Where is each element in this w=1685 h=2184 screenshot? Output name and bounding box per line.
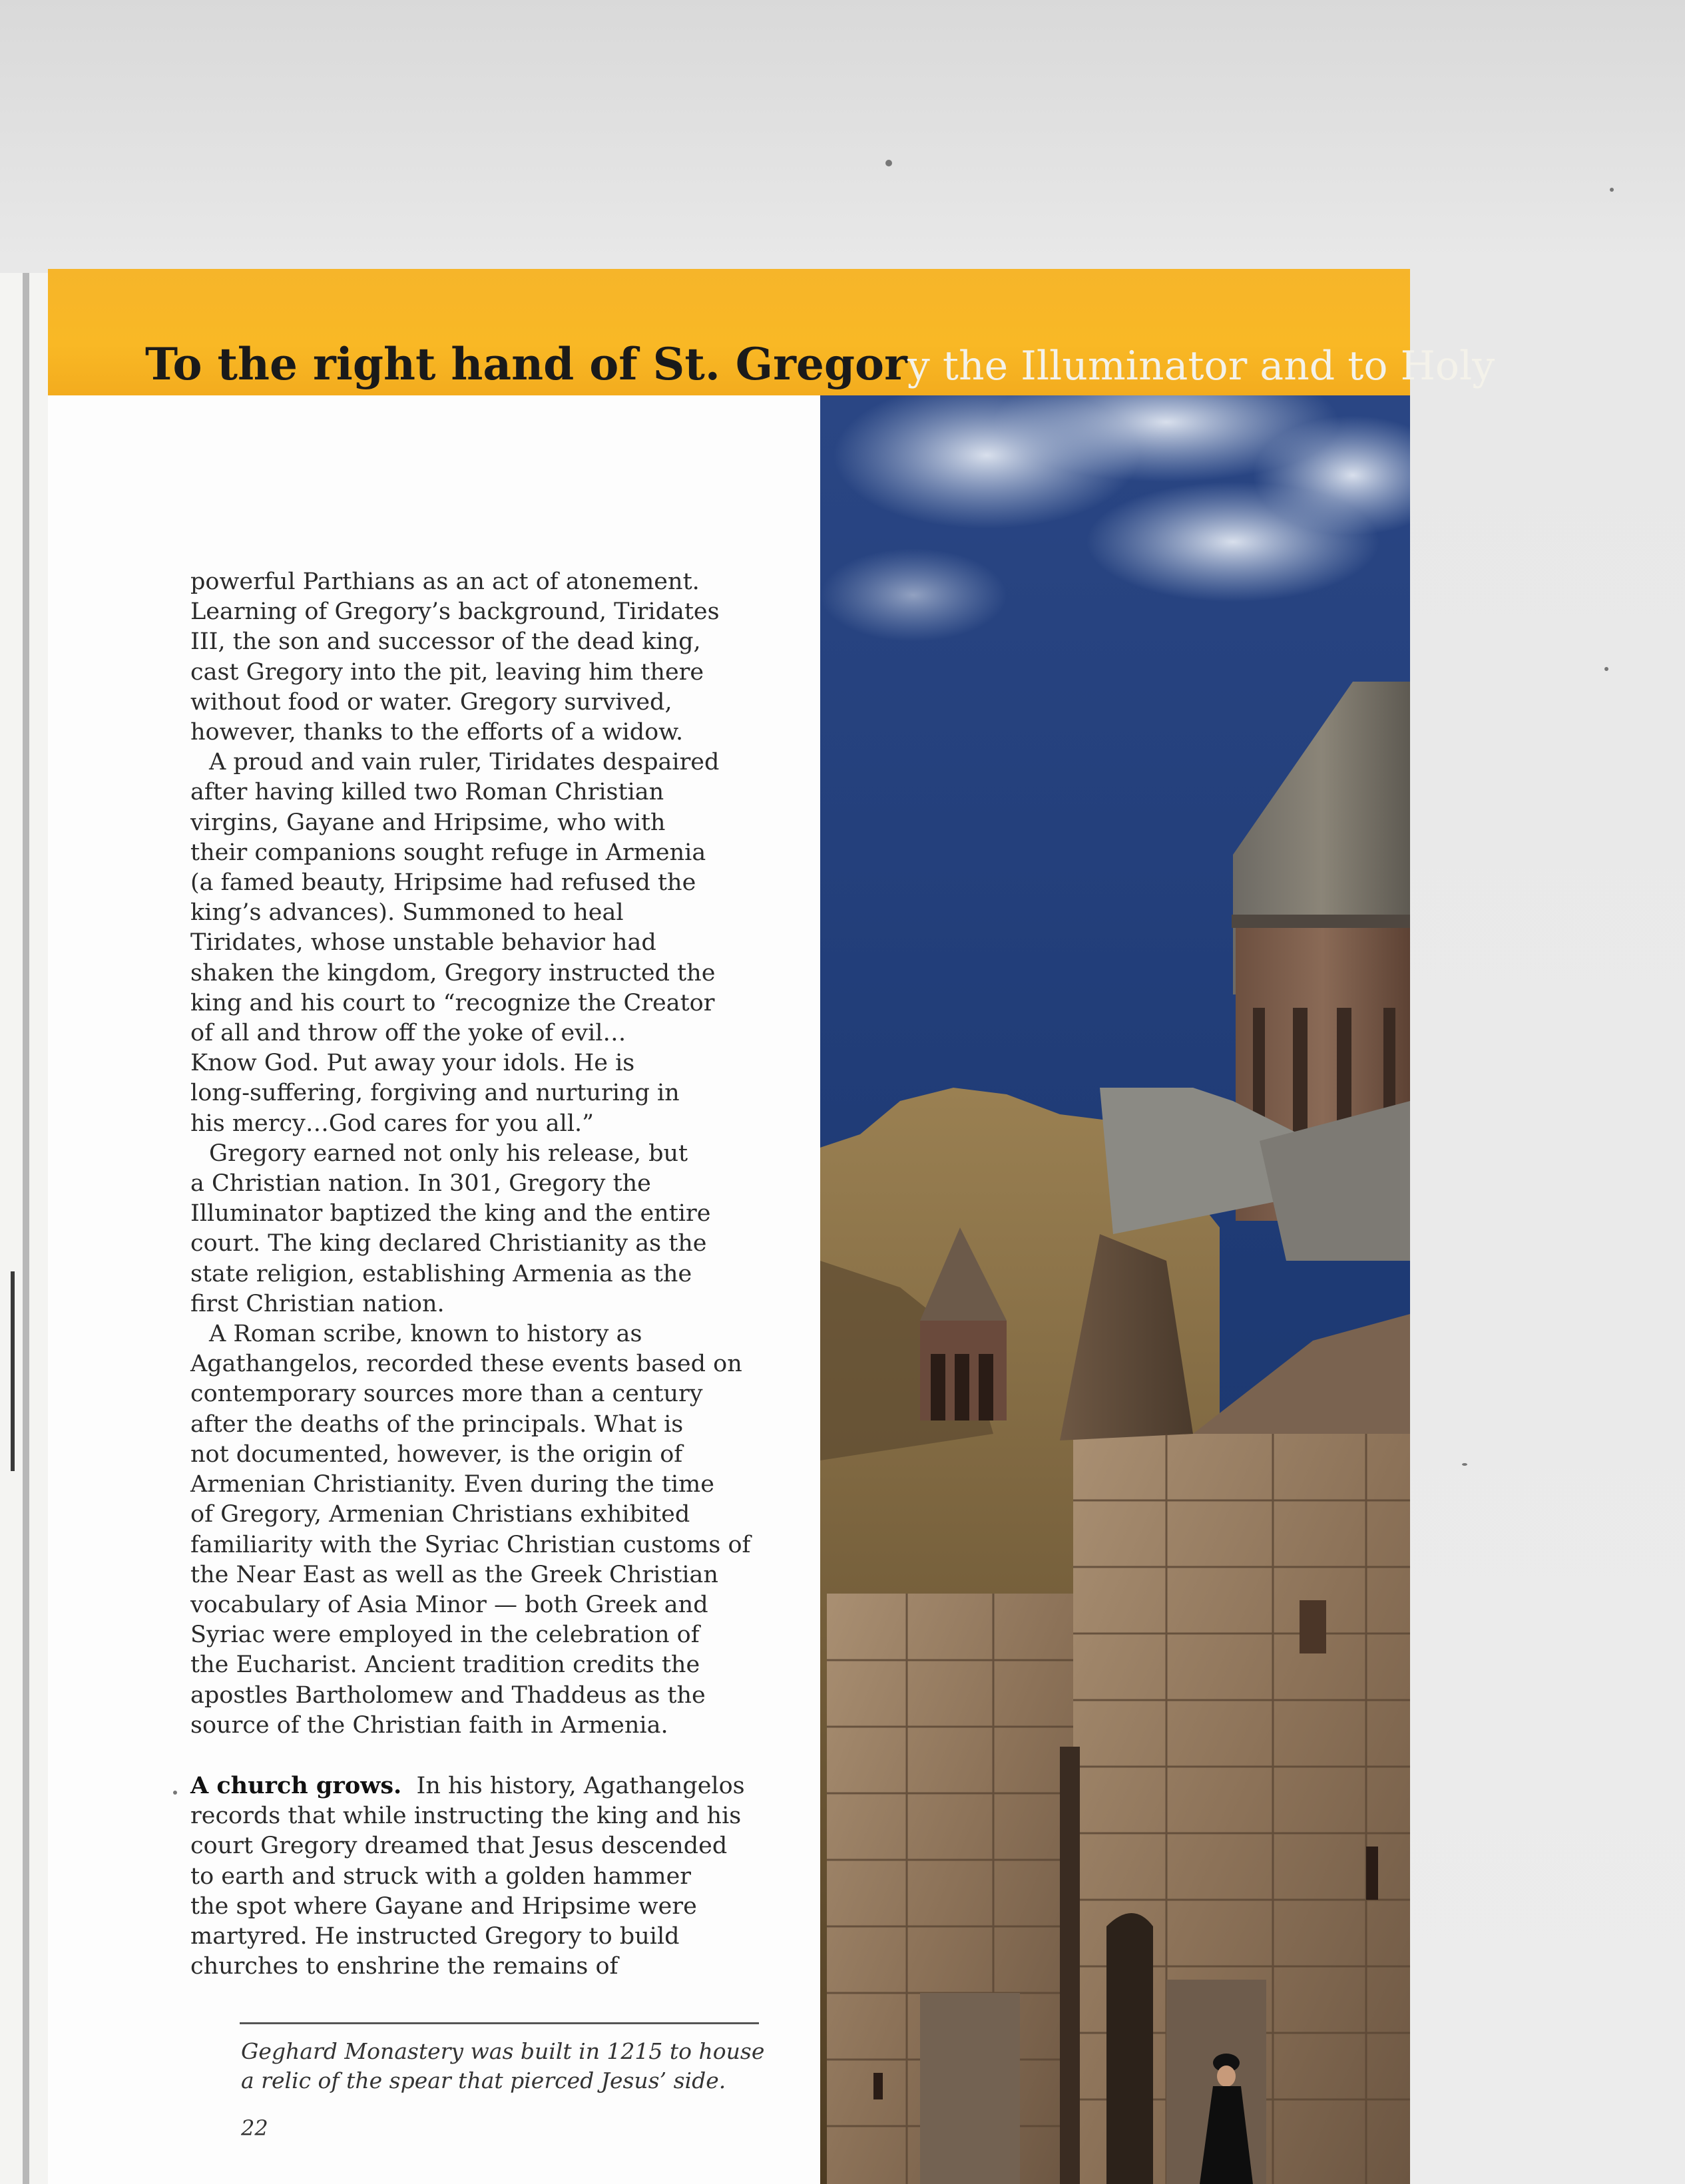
page-number: 22 xyxy=(241,2115,268,2141)
text-line: Tiridates, whose unstable behavior had xyxy=(190,929,656,957)
text-line: In his history, Agathangelos xyxy=(416,1772,745,1799)
text-line: of Gregory, Armenian Christians exhibited xyxy=(190,1501,690,1528)
text-line: churches to enshrine the remains of xyxy=(190,1953,618,1980)
headline-dark-part: To the right hand of St. Gregor xyxy=(145,338,907,390)
cloud xyxy=(820,548,1007,642)
dome-cornice xyxy=(1232,915,1410,928)
caption-line: Geghard Monastery was built in 1215 to house xyxy=(241,2038,765,2064)
text-line: their companions sought refuge in Armenia xyxy=(190,839,706,866)
text-line: (a famed beauty, Hripsime had refused the xyxy=(190,869,696,897)
monastery-illustration xyxy=(820,395,1410,2184)
paragraph xyxy=(190,1319,776,1741)
caption-divider xyxy=(240,2022,759,2024)
text-line: a Christian nation. In 301, Gregory the xyxy=(190,1170,651,1198)
text-line: III, the son and successor of the dead king, xyxy=(190,628,701,656)
scan-speck xyxy=(1604,667,1608,671)
bell-arch xyxy=(955,1354,969,1420)
section-paragraph xyxy=(190,1771,776,1982)
window-slit xyxy=(1366,1847,1378,1900)
text-line: to earth and struck with a golden hammer xyxy=(190,1862,692,1890)
window-slit xyxy=(873,2073,883,2099)
text-line: Armenian Christianity. Even during the time xyxy=(190,1471,714,1498)
scan-speck xyxy=(885,160,892,166)
text-line: A proud and vain ruler, Tiridates despaired xyxy=(209,749,720,776)
text-line: Know God. Put away your idols. He is xyxy=(190,1050,635,1077)
text-line: the spot where Gayane and Hripsime were xyxy=(190,1892,697,1920)
text-line: after having killed two Roman Christian xyxy=(190,779,664,806)
previous-page-edge xyxy=(0,273,55,2184)
scan-speck xyxy=(1462,1463,1467,1466)
text-line: the Near East as well as the Greek Christian xyxy=(190,1561,718,1588)
text-line: shaken the kingdom, Gregory instructed the xyxy=(190,959,716,986)
text-line: however, thanks to the efforts of a widow. xyxy=(190,719,684,746)
text-line: king’s advances). Summoned to heal xyxy=(190,899,624,927)
paragraph xyxy=(190,748,776,1139)
article-body xyxy=(190,567,776,1982)
paragraph xyxy=(190,1139,776,1319)
section-heading: A church grows. xyxy=(190,1771,402,1799)
text-line: vocabulary of Asia Minor — both Greek and xyxy=(190,1591,708,1618)
text-line: court. The king declared Christianity as the xyxy=(190,1230,707,1257)
headline-light-part: y the Illuminator and to Holy xyxy=(907,343,1495,389)
text-line: powerful Parthians as an act of atonement. xyxy=(190,568,700,595)
text-line: Agathangelos, recorded these events based on xyxy=(190,1351,742,1378)
wall-corner-shadow xyxy=(1060,1747,1080,2184)
text-line: familiarity with the Syriac Christian customs of xyxy=(190,1531,751,1558)
text-line: of all and throw off the yoke of evil… xyxy=(190,1020,626,1047)
text-line: king and his court to “recognize the Creator xyxy=(190,989,715,1016)
page-edge-shadow xyxy=(11,1271,15,1471)
text-line: long-suffering, forgiving and nurturing in xyxy=(190,1080,680,1107)
caption-line: a relic of the spear that pierced Jesus’ side. xyxy=(241,2068,726,2093)
text-line: the Eucharist. Ancient tradition credits the xyxy=(190,1651,700,1679)
text-line: not documented, however, is the origin of xyxy=(190,1440,683,1468)
text-line: A Roman scribe, known to history as xyxy=(209,1321,642,1348)
window xyxy=(1300,1600,1326,1653)
monastery-photo xyxy=(820,395,1410,2184)
paragraph xyxy=(190,567,776,748)
khachkar-stone xyxy=(920,1993,1020,2184)
text-line: his mercy…God cares for you all.” xyxy=(190,1110,595,1137)
text-line: Illuminator baptized the king and the entire xyxy=(190,1200,711,1227)
text-line: court Gregory dreamed that Jesus descended xyxy=(190,1833,728,1860)
text-line: martyred. He instructed Gregory to build xyxy=(190,1922,680,1950)
text-line: cast Gregory into the pit, leaving him there xyxy=(190,658,704,686)
page-edge-line xyxy=(23,273,29,2184)
monk-face xyxy=(1217,2066,1236,2087)
page-headline xyxy=(145,338,1495,398)
text-line: Gregory earned not only his release, but xyxy=(209,1140,688,1167)
text-line: apostles Bartholomew and Thaddeus as the xyxy=(190,1681,706,1709)
text-line: after the deaths of the principals. What is xyxy=(190,1411,684,1438)
text-line: virgins, Gayane and Hripsime, who with xyxy=(190,809,666,836)
scan-speck xyxy=(1610,188,1614,192)
photo-caption xyxy=(241,2037,774,2095)
text-line: records that while instructing the king and his xyxy=(190,1803,742,1830)
text-line: Syriac were employed in the celebration of xyxy=(190,1622,700,1649)
bell-arch xyxy=(979,1354,993,1420)
text-line: first Christian nation. xyxy=(190,1290,445,1317)
text-line: source of the Christian faith in Armenia. xyxy=(190,1711,668,1739)
text-line: without food or water. Gregory survived, xyxy=(190,688,672,716)
scan-speck xyxy=(173,1791,177,1795)
text-line: Learning of Gregory’s background, Tiridates xyxy=(190,598,720,626)
bell-arch xyxy=(931,1354,945,1420)
doorway xyxy=(1106,1913,1153,2184)
text-line: state religion, establishing Armenia as the xyxy=(190,1260,692,1287)
text-line: contemporary sources more than a century xyxy=(190,1381,703,1408)
